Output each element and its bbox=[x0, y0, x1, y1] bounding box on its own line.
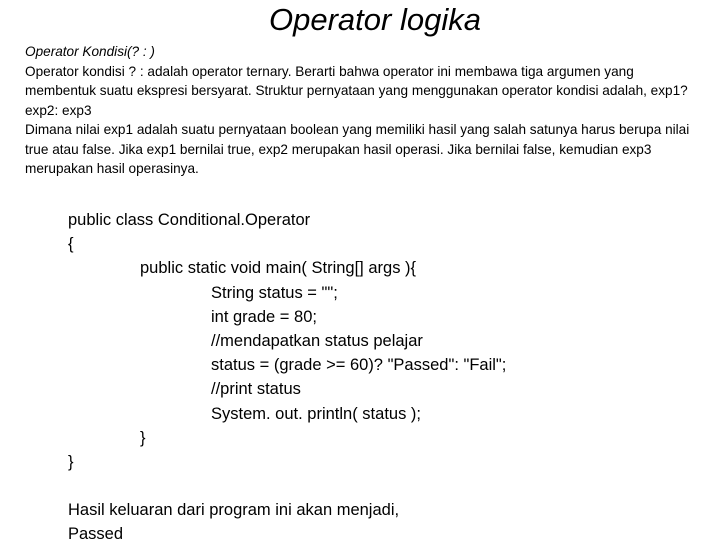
code-line: //mendapatkan status pelajar bbox=[211, 331, 423, 350]
code-block bbox=[68, 208, 708, 546]
output-value: Passed bbox=[68, 525, 124, 544]
intro-section bbox=[25, 42, 705, 179]
paragraph-definition: Operator kondisi ? : adalah operator ternary. Berarti bahwa operator ini membawa tiga argumen yang membentuk suatu ekspresi bersyarat. Struktur pernyataan yang menggunakan operator kondisi adalah, exp1? exp2: exp3 bbox=[25, 63, 688, 118]
spacer bbox=[68, 474, 708, 498]
code-line: System. out. println( status ); bbox=[211, 404, 421, 423]
paragraph-explanation: Dimana nilai exp1 adalah suatu pernyataan boolean yang memiliki hasil yang salah satunya harus berupa nilai true atau false. Jika exp1 bernilai true, exp2 merupakan hasil operasi. Jika bernilai false, kemudian exp3 merupakan hasil operasinya. bbox=[25, 122, 690, 176]
code-line: public static void main( String[] args ){ bbox=[140, 259, 417, 278]
code-line: //print status bbox=[211, 380, 301, 399]
code-line: String status = ""; bbox=[211, 283, 338, 302]
slide-title: Operator logika bbox=[269, 2, 481, 37]
section-subtitle: Operator Kondisi(? : ) bbox=[25, 44, 155, 59]
code-line: int grade = 80; bbox=[211, 307, 317, 326]
code-line: status = (grade >= 60)? "Passed": "Fail"; bbox=[211, 356, 507, 375]
code-line: } bbox=[68, 452, 74, 471]
code-line: public class Conditional.Operator bbox=[68, 211, 311, 229]
output-label: Hasil keluaran dari program ini akan menjadi, bbox=[68, 501, 400, 520]
code-line: } bbox=[140, 428, 146, 447]
code-line: { bbox=[68, 235, 74, 254]
